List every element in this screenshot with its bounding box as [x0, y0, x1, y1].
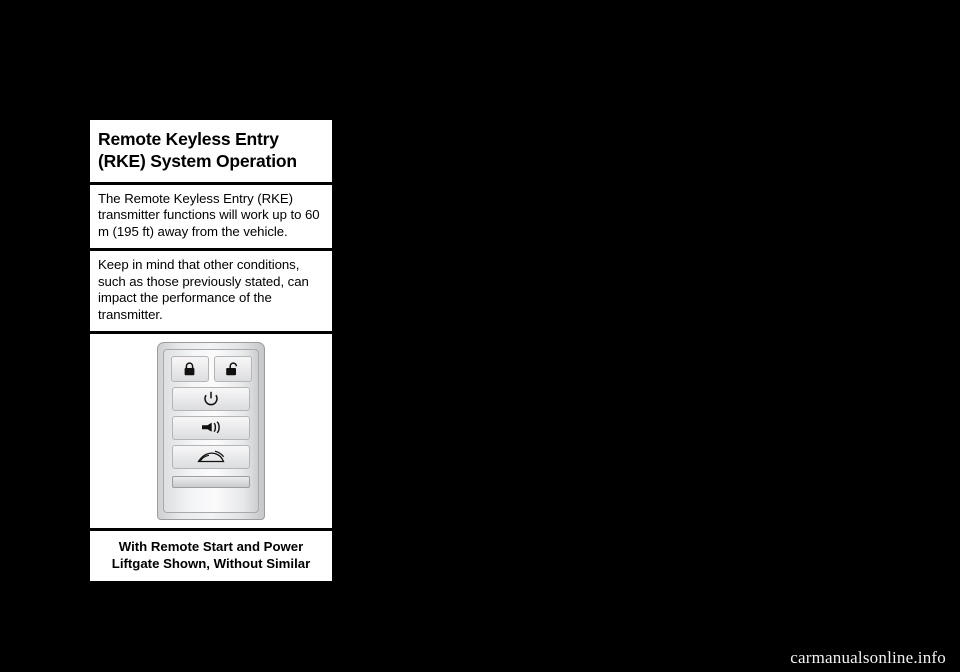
page-heading — [90, 120, 332, 182]
padlock-open-icon — [225, 362, 240, 376]
document-page-column — [90, 120, 332, 581]
figure-caption-line-1: With Remote Start and Power — [118, 538, 304, 554]
liftgate-icon — [197, 450, 225, 464]
key-fob-base-strip — [172, 476, 250, 488]
key-fob-face — [163, 349, 259, 513]
power-liftgate-button[interactable] — [172, 445, 250, 469]
page-heading-line-2: (RKE) System Operation — [98, 151, 297, 172]
figure-caption-line-2: Liftgate Shown, Without Similar — [111, 555, 311, 571]
watermark: carmanualsonline.info — [790, 648, 946, 667]
key-fob-body — [157, 342, 265, 520]
paragraph-conditions: Keep in mind that other conditions, such as those previously stated, can impact the performance of the transmitter. — [90, 251, 332, 331]
paragraph-range: The Remote Keyless Entry (RKE) transmitter functions will work up to 60 m (195 ft) away from the vehicle. — [90, 185, 332, 248]
key-fob-figure — [90, 334, 332, 528]
figure-caption — [90, 531, 332, 581]
panic-alarm-button[interactable] — [172, 416, 250, 440]
padlock-closed-icon — [183, 362, 196, 376]
page-heading-line-1: Remote Keyless Entry — [98, 129, 279, 149]
unlock-button[interactable] — [214, 356, 252, 382]
remote-start-arrow-icon — [203, 391, 219, 406]
remote-start-button[interactable] — [172, 387, 250, 411]
horn-icon — [200, 421, 222, 434]
lock-button[interactable] — [171, 356, 209, 382]
